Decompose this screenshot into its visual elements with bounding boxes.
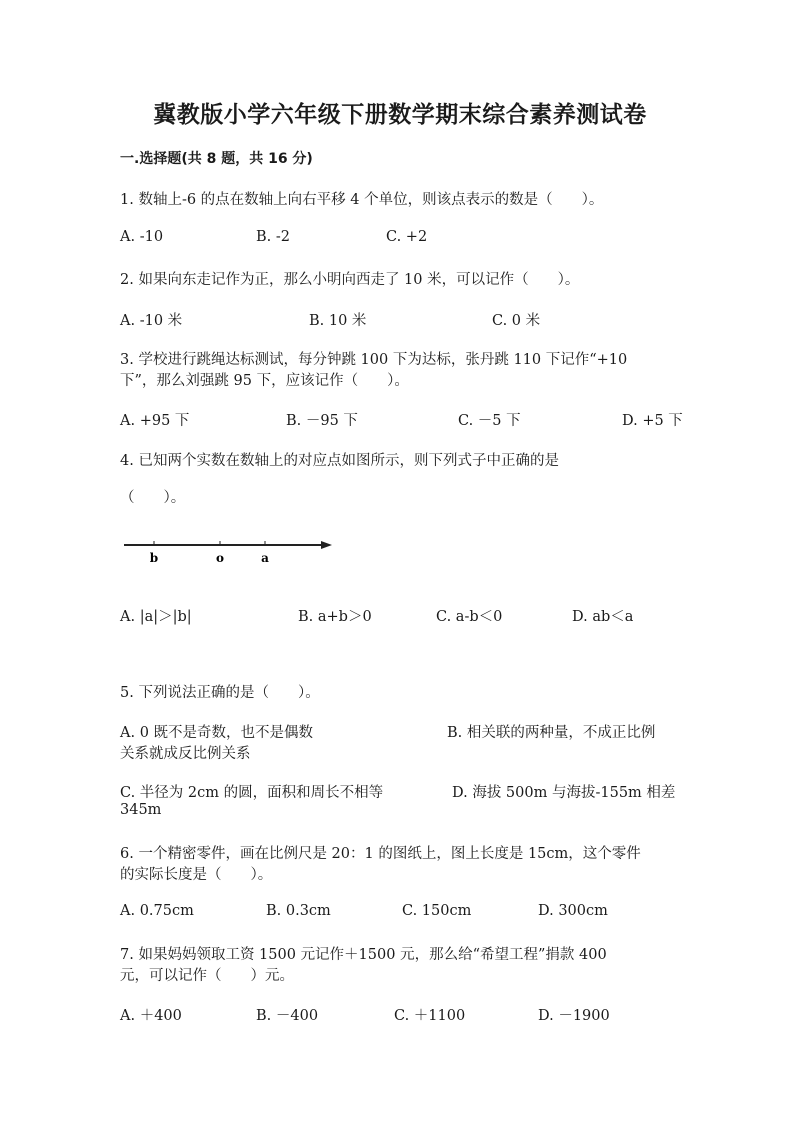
point-label-o: o	[215, 551, 225, 565]
question-7-option-b[interactable]: B. －400	[256, 1008, 319, 1024]
number-line-figure	[122, 536, 334, 566]
question-1-option-a[interactable]: A. -10	[120, 229, 164, 245]
question-5-option-a[interactable]: A. 0 既不是奇数，也不是偶数	[120, 725, 314, 741]
point-label-a: a	[261, 551, 269, 565]
section-heading: 一.选择题(共 8 题，共 16 分)	[120, 151, 313, 167]
question-2-stem: 2. 如果向东走记作为正，那么小明向西走了 10 米，可以记作（ ）。	[120, 272, 580, 288]
point-label-b: b	[149, 551, 159, 565]
question-6-stem-line-2: 的实际长度是（ ）。	[120, 867, 273, 883]
question-5-option-c[interactable]: C. 半径为 2cm 的圆，面积和周长不相等	[120, 785, 384, 801]
question-4-option-d[interactable]: D. ab＜a	[572, 609, 634, 625]
question-3-option-c[interactable]: C. －5 下	[458, 413, 521, 429]
page-title: 冀教版小学六年级下册数学期末综合素养测试卷	[153, 102, 647, 128]
question-5-stem: 5. 下列说法正确的是（ ）。	[120, 685, 320, 701]
question-5-option-b-line-1[interactable]: B. 相关联的两种量，不成正比例	[447, 725, 656, 741]
question-4-option-b[interactable]: B. a+b＞0	[298, 609, 372, 625]
question-7-option-a[interactable]: A. ＋400	[120, 1008, 182, 1024]
question-5-option-b-line-2[interactable]: 关系就成反比例关系	[120, 746, 251, 762]
question-3-option-a[interactable]: A. +95 下	[120, 413, 190, 429]
question-7-stem-line-1: 7. 如果妈妈领取工资 1500 元记作＋1500 元，那么给“希望工程”捐款 400	[120, 947, 607, 963]
question-4-option-c[interactable]: C. a-b＜0	[436, 609, 503, 625]
question-6-option-c[interactable]: C. 150cm	[402, 903, 472, 919]
question-4-option-a[interactable]: A. |a|＞|b|	[120, 609, 192, 625]
question-3-stem-line-2: 下”，那么刘强跳 95 下，应该记作（ ）。	[120, 373, 409, 389]
question-6-option-b[interactable]: B. 0.3cm	[266, 903, 331, 919]
question-4-stem-line-1: 4. 已知两个实数在数轴上的对应点如图所示，则下列式子中正确的是	[120, 453, 559, 469]
question-7-option-d[interactable]: D. －1900	[538, 1008, 610, 1024]
question-2-option-a[interactable]: A. -10 米	[120, 313, 183, 329]
question-5-option-d-line-1[interactable]: D. 海拔 500m 与海拔-155m 相差	[452, 785, 676, 801]
question-3-stem-line-1: 3. 学校进行跳绳达标测试，每分钟跳 100 下为达标，张丹跳 110 下记作“+10	[120, 352, 628, 368]
question-6-stem-line-1: 6. 一个精密零件，画在比例尺是 20：1 的图纸上，图上长度是 15cm，这个零件	[120, 846, 641, 862]
question-1-stem: 1. 数轴上-6 的点在数轴上向右平移 4 个单位，则该点表示的数是（ ）。	[120, 192, 604, 208]
question-2-option-c[interactable]: C. 0 米	[492, 313, 541, 329]
number-line-arrow	[321, 541, 332, 549]
question-6-option-a[interactable]: A. 0.75cm	[120, 903, 194, 919]
question-3-option-b[interactable]: B. －95 下	[286, 413, 358, 429]
question-4-stem-line-2: （ ）。	[120, 490, 186, 506]
question-7-stem-line-2: 元，可以记作（ ）元。	[120, 968, 294, 984]
question-1-option-c[interactable]: C. +2	[386, 229, 428, 245]
question-7-option-c[interactable]: C. ＋1100	[394, 1008, 466, 1024]
question-1-option-b[interactable]: B. -2	[256, 229, 290, 245]
question-3-option-d[interactable]: D. +5 下	[622, 413, 683, 429]
question-5-option-d-line-2[interactable]: 345m	[120, 802, 162, 818]
question-6-option-d[interactable]: D. 300cm	[538, 903, 608, 919]
question-2-option-b[interactable]: B. 10 米	[309, 313, 367, 329]
